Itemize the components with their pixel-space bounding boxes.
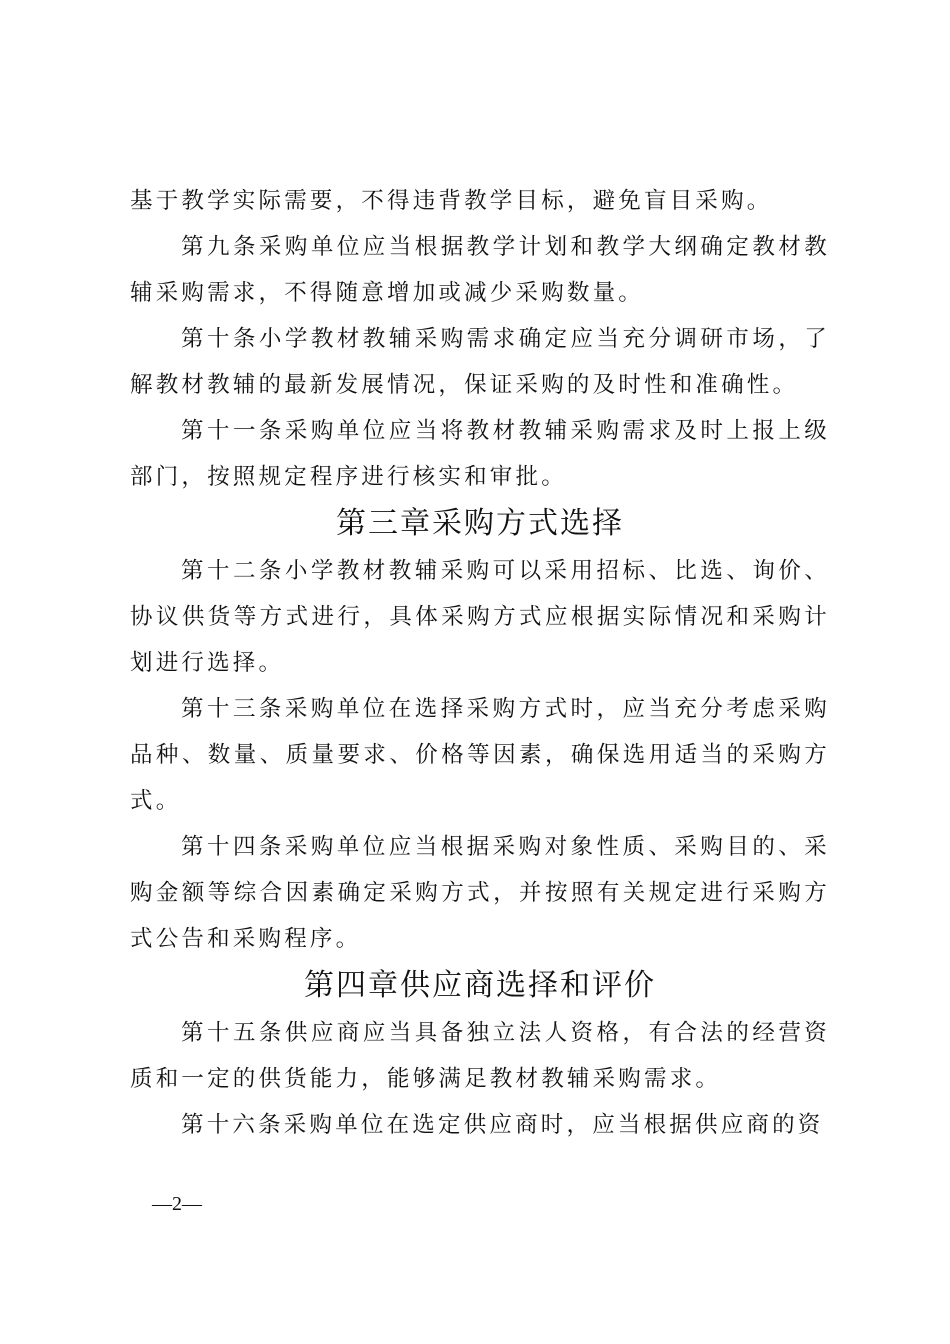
article-12: 第十二条小学教材教辅采购可以采用招标、比选、询价、协议供货等方式进行，具体采购方式应根据实际情况和采购计划进行选择。 <box>130 558 830 676</box>
article-10: 第十条小学教材教辅采购需求确定应当充分调研市场，了解教材教辅的最新发展情况，保证采购的及时性和准确性。 <box>130 326 830 398</box>
paragraph-continuation: 基于教学实际需要，不得违背教学目标，避免盲目采购。 <box>130 188 773 214</box>
article-13: 第十三条采购单位在选择采购方式时，应当充分考虑采购品种、数量、质量要求、价格等因素，确保选用适当的采购方式。 <box>130 696 830 814</box>
chapter-3-title: 第三章采购方式选择 <box>336 506 624 541</box>
article-14: 第十四条采购单位应当根据采购对象性质、采购目的、采购金额等综合因素确定采购方式，并按照有关规定进行采购方式公告和采购程序。 <box>130 834 830 952</box>
article-16: 第十六条采购单位在选定供应商时，应当根据供应商的资 <box>181 1112 824 1138</box>
document-body <box>130 178 830 1148</box>
chapter-4-title: 第四章供应商选择和评价 <box>304 968 656 1003</box>
article-15: 第十五条供应商应当具备独立法人资格，有合法的经营资质和一定的供货能力，能够满足教材教辅采购需求。 <box>130 1020 830 1092</box>
article-9: 第九条采购单位应当根据教学计划和教学大纲确定教材教辅采购需求，不得随意增加或减少采购数量。 <box>130 234 830 306</box>
article-11: 第十一条采购单位应当将教材教辅采购需求及时上报上级部门，按照规定程序进行核实和审批。 <box>130 418 830 490</box>
page-number: —2— <box>152 1193 202 1215</box>
